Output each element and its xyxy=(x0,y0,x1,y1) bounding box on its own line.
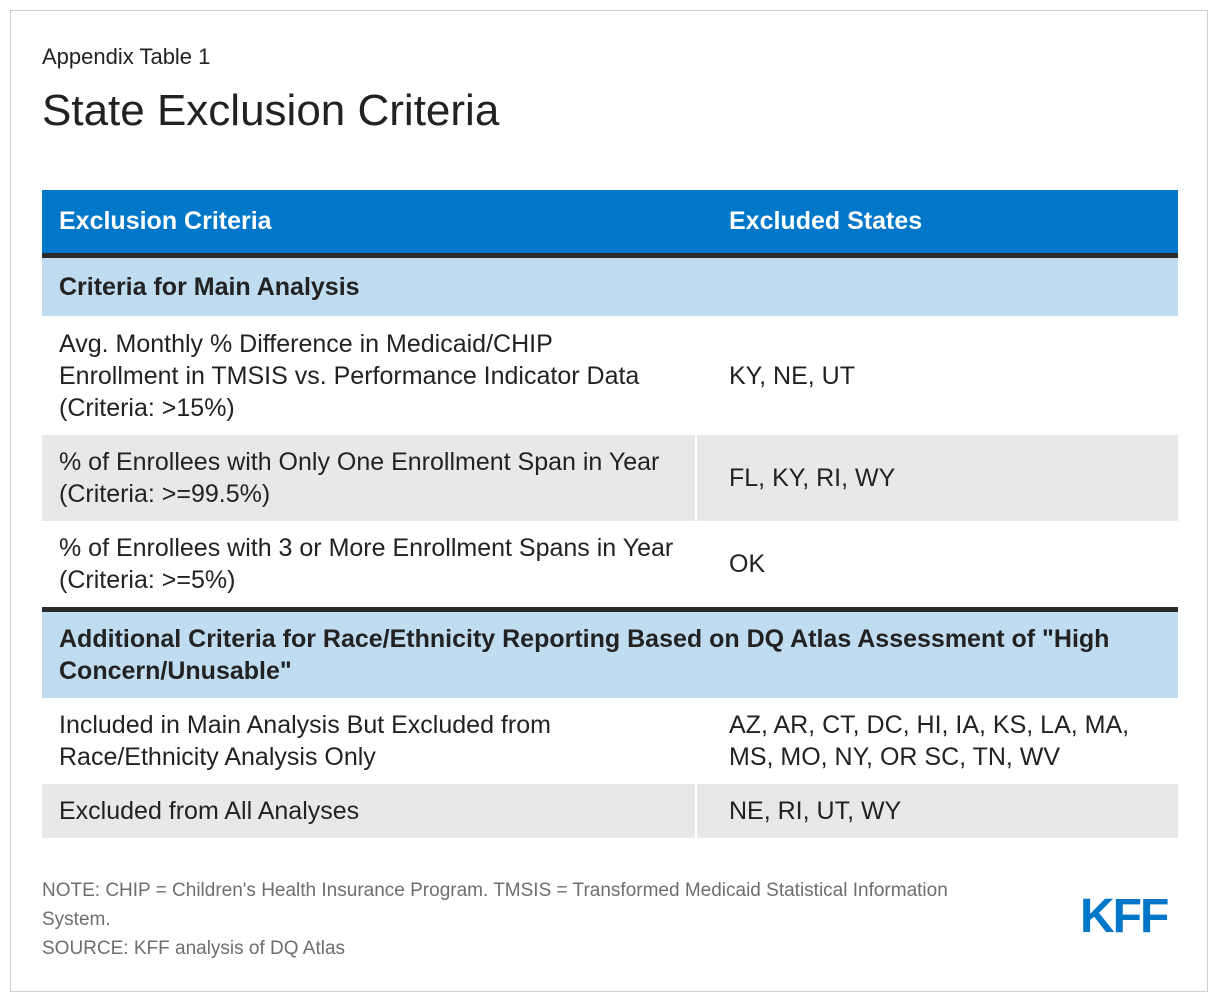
note-text: NOTE: CHIP = Children's Health Insurance Program. TMSIS = Transformed Medicaid Statistical Information System. xyxy=(42,880,948,930)
criteria-cell: Included in Main Analysis But Excluded from Race/Ethnicity Analysis Only xyxy=(59,711,551,771)
table-row xyxy=(42,784,1178,838)
criteria-cell: Avg. Monthly % Difference in Medicaid/CHIP Enrollment in TMSIS vs. Performance Indicator Data (Criteria: >15%) xyxy=(59,329,640,422)
states-cell: AZ, AR, CT, DC, HI, IA, KS, LA, MA, MS, MO, NY, OR SC, TN, WV xyxy=(729,711,1130,771)
criteria-cell: % of Enrollees with 3 or More Enrollment Spans in Year (Criteria: >=5%) xyxy=(59,534,674,594)
table-row xyxy=(42,316,1178,435)
table-header xyxy=(42,190,1178,258)
states-cell: FL, KY, RI, WY xyxy=(697,435,1178,521)
section-main-analysis: Criteria for Main Analysis xyxy=(42,258,1178,316)
column-header-criteria: Exclusion Criteria xyxy=(59,207,272,235)
source-text: SOURCE: KFF analysis of DQ Atlas xyxy=(42,938,346,959)
table-eyebrow: Appendix Table 1 xyxy=(42,44,211,69)
kff-logo: KFF xyxy=(1080,890,1168,943)
table-row xyxy=(42,435,1178,521)
section-race-ethnicity: Additional Criteria for Race/Ethnicity Reporting Based on DQ Atlas Assessment of "High Concern/Unusable" xyxy=(42,612,1178,698)
states-cell: KY, NE, UT xyxy=(729,361,855,390)
exclusion-table xyxy=(42,190,1178,838)
states-cell: NE, RI, UT, WY xyxy=(697,784,1178,838)
footnotes xyxy=(42,876,1002,963)
table-row xyxy=(42,521,1178,607)
table-row xyxy=(42,698,1178,784)
criteria-cell: % of Enrollees with Only One Enrollment Span in Year (Criteria: >=99.5%) xyxy=(42,435,697,521)
column-header-states: Excluded States xyxy=(729,207,923,235)
states-cell: OK xyxy=(729,550,766,578)
criteria-cell: Excluded from All Analyses xyxy=(42,784,697,838)
page-title: State Exclusion Criteria xyxy=(42,86,500,135)
